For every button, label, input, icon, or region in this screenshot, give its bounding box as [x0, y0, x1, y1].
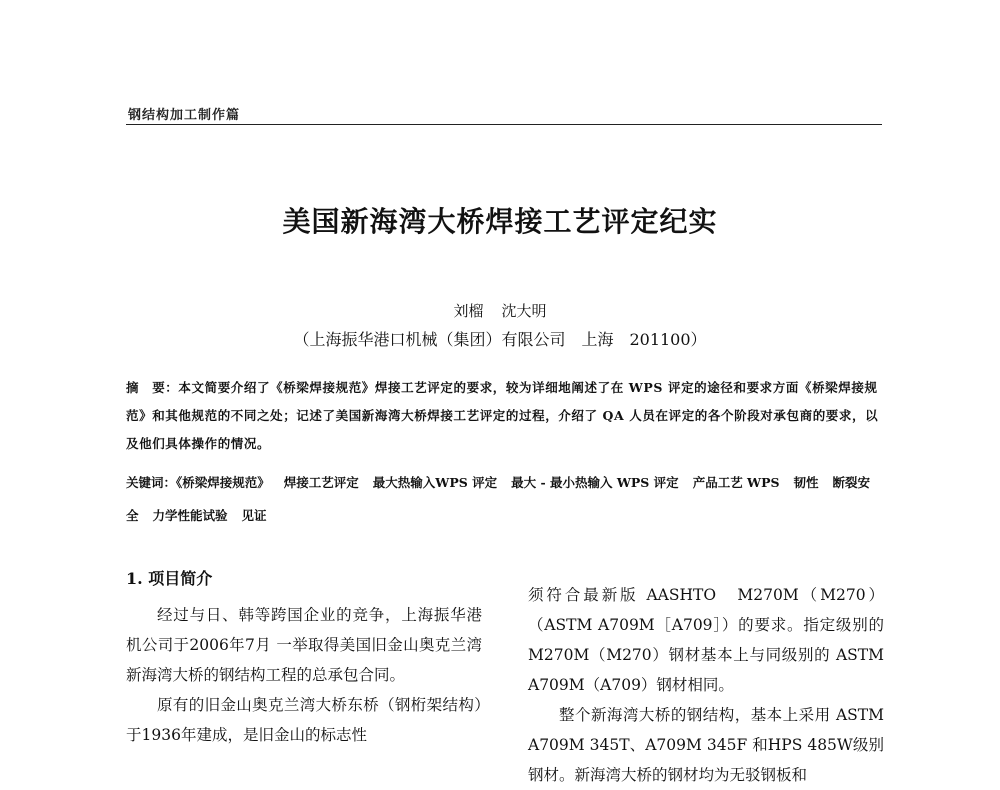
keyword: 力学性能试验 — [152, 508, 228, 523]
paper-title: 美国新海湾大桥焊接工艺评定纪实 — [282, 205, 718, 238]
body-paragraph: 须符合最新版 AASHTO M270M（M270）（ASTM A709M［A709］）的要求。指定级别的 M270M（M270）钢材基本上与同级别的 ASTM A709M（A709）钢材相同。 — [528, 586, 900, 694]
keyword: 《桥梁焊接规范》 — [176, 475, 270, 490]
keywords-label: 关键词： — [126, 475, 177, 490]
affiliation: （上海振华港口机械（集团）有限公司 上海 201100） — [293, 330, 707, 349]
left-column — [126, 564, 482, 750]
author-name: 刘榴 — [453, 302, 484, 320]
authors — [0, 300, 1000, 321]
body-paragraph: 整个新海湾大桥的钢结构，基本上采用 ASTM A709M 345T、A709M 345F 和HPS 485W级别钢材。新海湾大桥的钢材均为无驳钢板和 — [528, 706, 884, 784]
abstract-label: 摘 要： — [126, 380, 179, 395]
right-column — [528, 580, 900, 790]
keywords — [126, 466, 886, 532]
keyword: 韧性 — [793, 475, 819, 490]
body-paragraph: 原有的旧金山奥克兰湾大桥东桥（钢桁架结构）于1936年建成，是旧金山的标志性 — [126, 696, 482, 744]
abstract — [126, 374, 886, 458]
keyword: 见证 — [241, 508, 267, 523]
keyword: 断裂安全 — [126, 475, 871, 523]
body-paragraph: 经过与日、韩等跨国企业的竞争，上海振华港机公司于2006年7月 一举取得美国旧金山奥克兰湾新海湾大桥的钢结构工程的总承包合同。 — [126, 606, 482, 684]
keyword: 焊接工艺评定 — [283, 475, 359, 490]
header-rule — [126, 124, 882, 125]
author-name: 沈大明 — [501, 302, 547, 320]
running-head: 钢结构加工制作篇 — [128, 108, 241, 123]
abstract-text: 本文简要介绍了《桥梁焊接规范》焊接工艺评定的要求，较为详细地阐述了在 WPS 评定的途径和要求方面《桥梁焊接规范》和其他规范的不同之处；记述了美国新海湾大桥焊接工艺评定的过程，介绍了 QA 人员在评定的各个阶段对承包商的要求，以及他们具体操作的情况。 — [126, 380, 879, 451]
keyword: 产品工艺 WPS — [692, 475, 780, 490]
keyword: 最大热输入WPS 评定 — [372, 475, 498, 490]
section-heading: 1. 项目简介 — [126, 569, 213, 588]
keyword: 最大 - 最小热输入 WPS 评定 — [511, 475, 679, 490]
